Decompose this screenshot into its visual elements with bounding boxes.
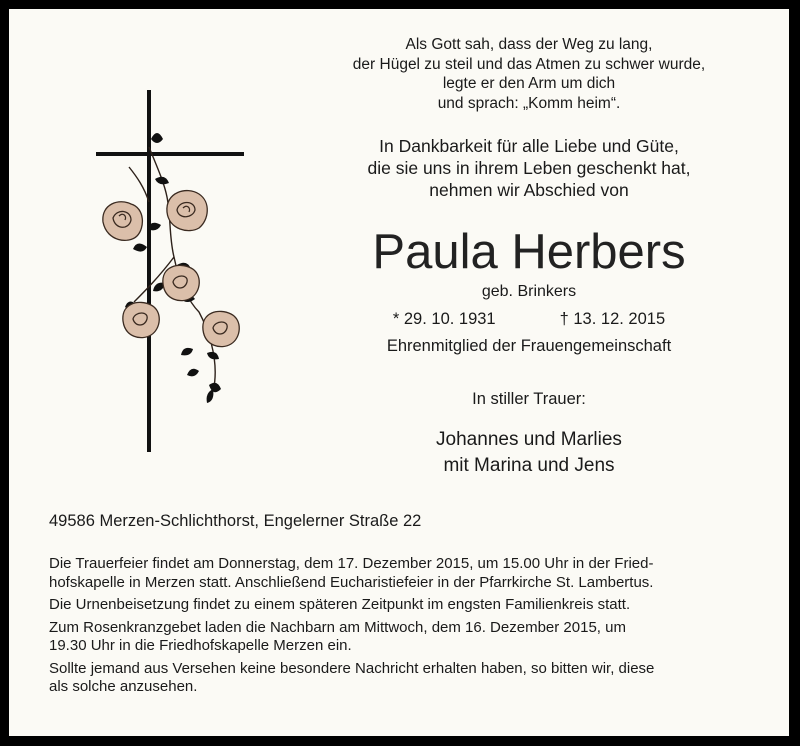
notice-urn-burial (49, 596, 749, 615)
cross-with-roses-illustration (89, 87, 259, 467)
notice-line: 19.30 Uhr in die Friedhofskapelle Merzen ein. (49, 637, 352, 654)
poem-line: legte er den Arm um dich (442, 75, 616, 92)
intro-line: nehmen wir Abschied von (429, 180, 629, 200)
family-line: mit Marina und Jens (443, 455, 615, 476)
poem-line: Als Gott sah, dass der Weg zu lang, (405, 36, 653, 53)
notice-funeral (49, 555, 749, 592)
intro-line: die sie uns in ihrem Leben geschenkt hat, (367, 158, 691, 178)
obituary-card (9, 9, 789, 736)
notice-rosary (49, 619, 749, 656)
birth-date: * 29. 10. 1931 (392, 310, 496, 328)
death-date: † 13. 12. 2015 (559, 310, 666, 328)
notices (49, 555, 749, 701)
address: 49586 Merzen-Schlichthorst, Engelerner Straße 22 (49, 512, 422, 530)
intro-line: In Dankbarkeit für alle Liebe und Güte, (379, 136, 679, 156)
family-names (279, 427, 779, 479)
rose-blossoms (103, 191, 239, 347)
deceased-name: Paula Herbers (372, 225, 686, 279)
poem (279, 35, 779, 113)
maiden-name: geb. Brinkers (481, 283, 577, 300)
notice-line: als solche anzusehen. (49, 678, 198, 695)
mourning-heading: In stiller Trauer: (472, 390, 586, 408)
poem-line: der Hügel zu steil und das Atmen zu schwer wurde, (352, 55, 706, 73)
intro-text (279, 135, 779, 201)
membership: Ehrenmitglied der Frauengemeinschaft (386, 337, 672, 355)
notice-line: Zum Rosenkranzgebet laden die Nachbarn am Mittwoch, dem 16. Dezember 2015, um (49, 618, 626, 636)
notice-line: Die Trauerfeier findet am Donnerstag, dem 17. Dezember 2015, um 15.00 Uhr in der Fried- (49, 555, 654, 572)
notice-line: hofskapelle in Merzen statt. Anschließend Eucharistiefeier in der Pfarrkirche St. Lambertus. (49, 573, 654, 591)
notice-line: Sollte jemand aus Versehen keine besondere Nachricht erhalten haben, so bitten wir, diese (49, 659, 655, 677)
life-dates (279, 309, 779, 329)
family-line: Johannes und Marlies (436, 429, 622, 450)
notice-no-message (49, 660, 749, 697)
poem-line: und sprach: „Komm heim“. (437, 94, 621, 112)
notice-line: Die Urnenbeisetzung findet zu einem späteren Zeitpunkt im engsten Familienkreis statt. (49, 596, 631, 613)
